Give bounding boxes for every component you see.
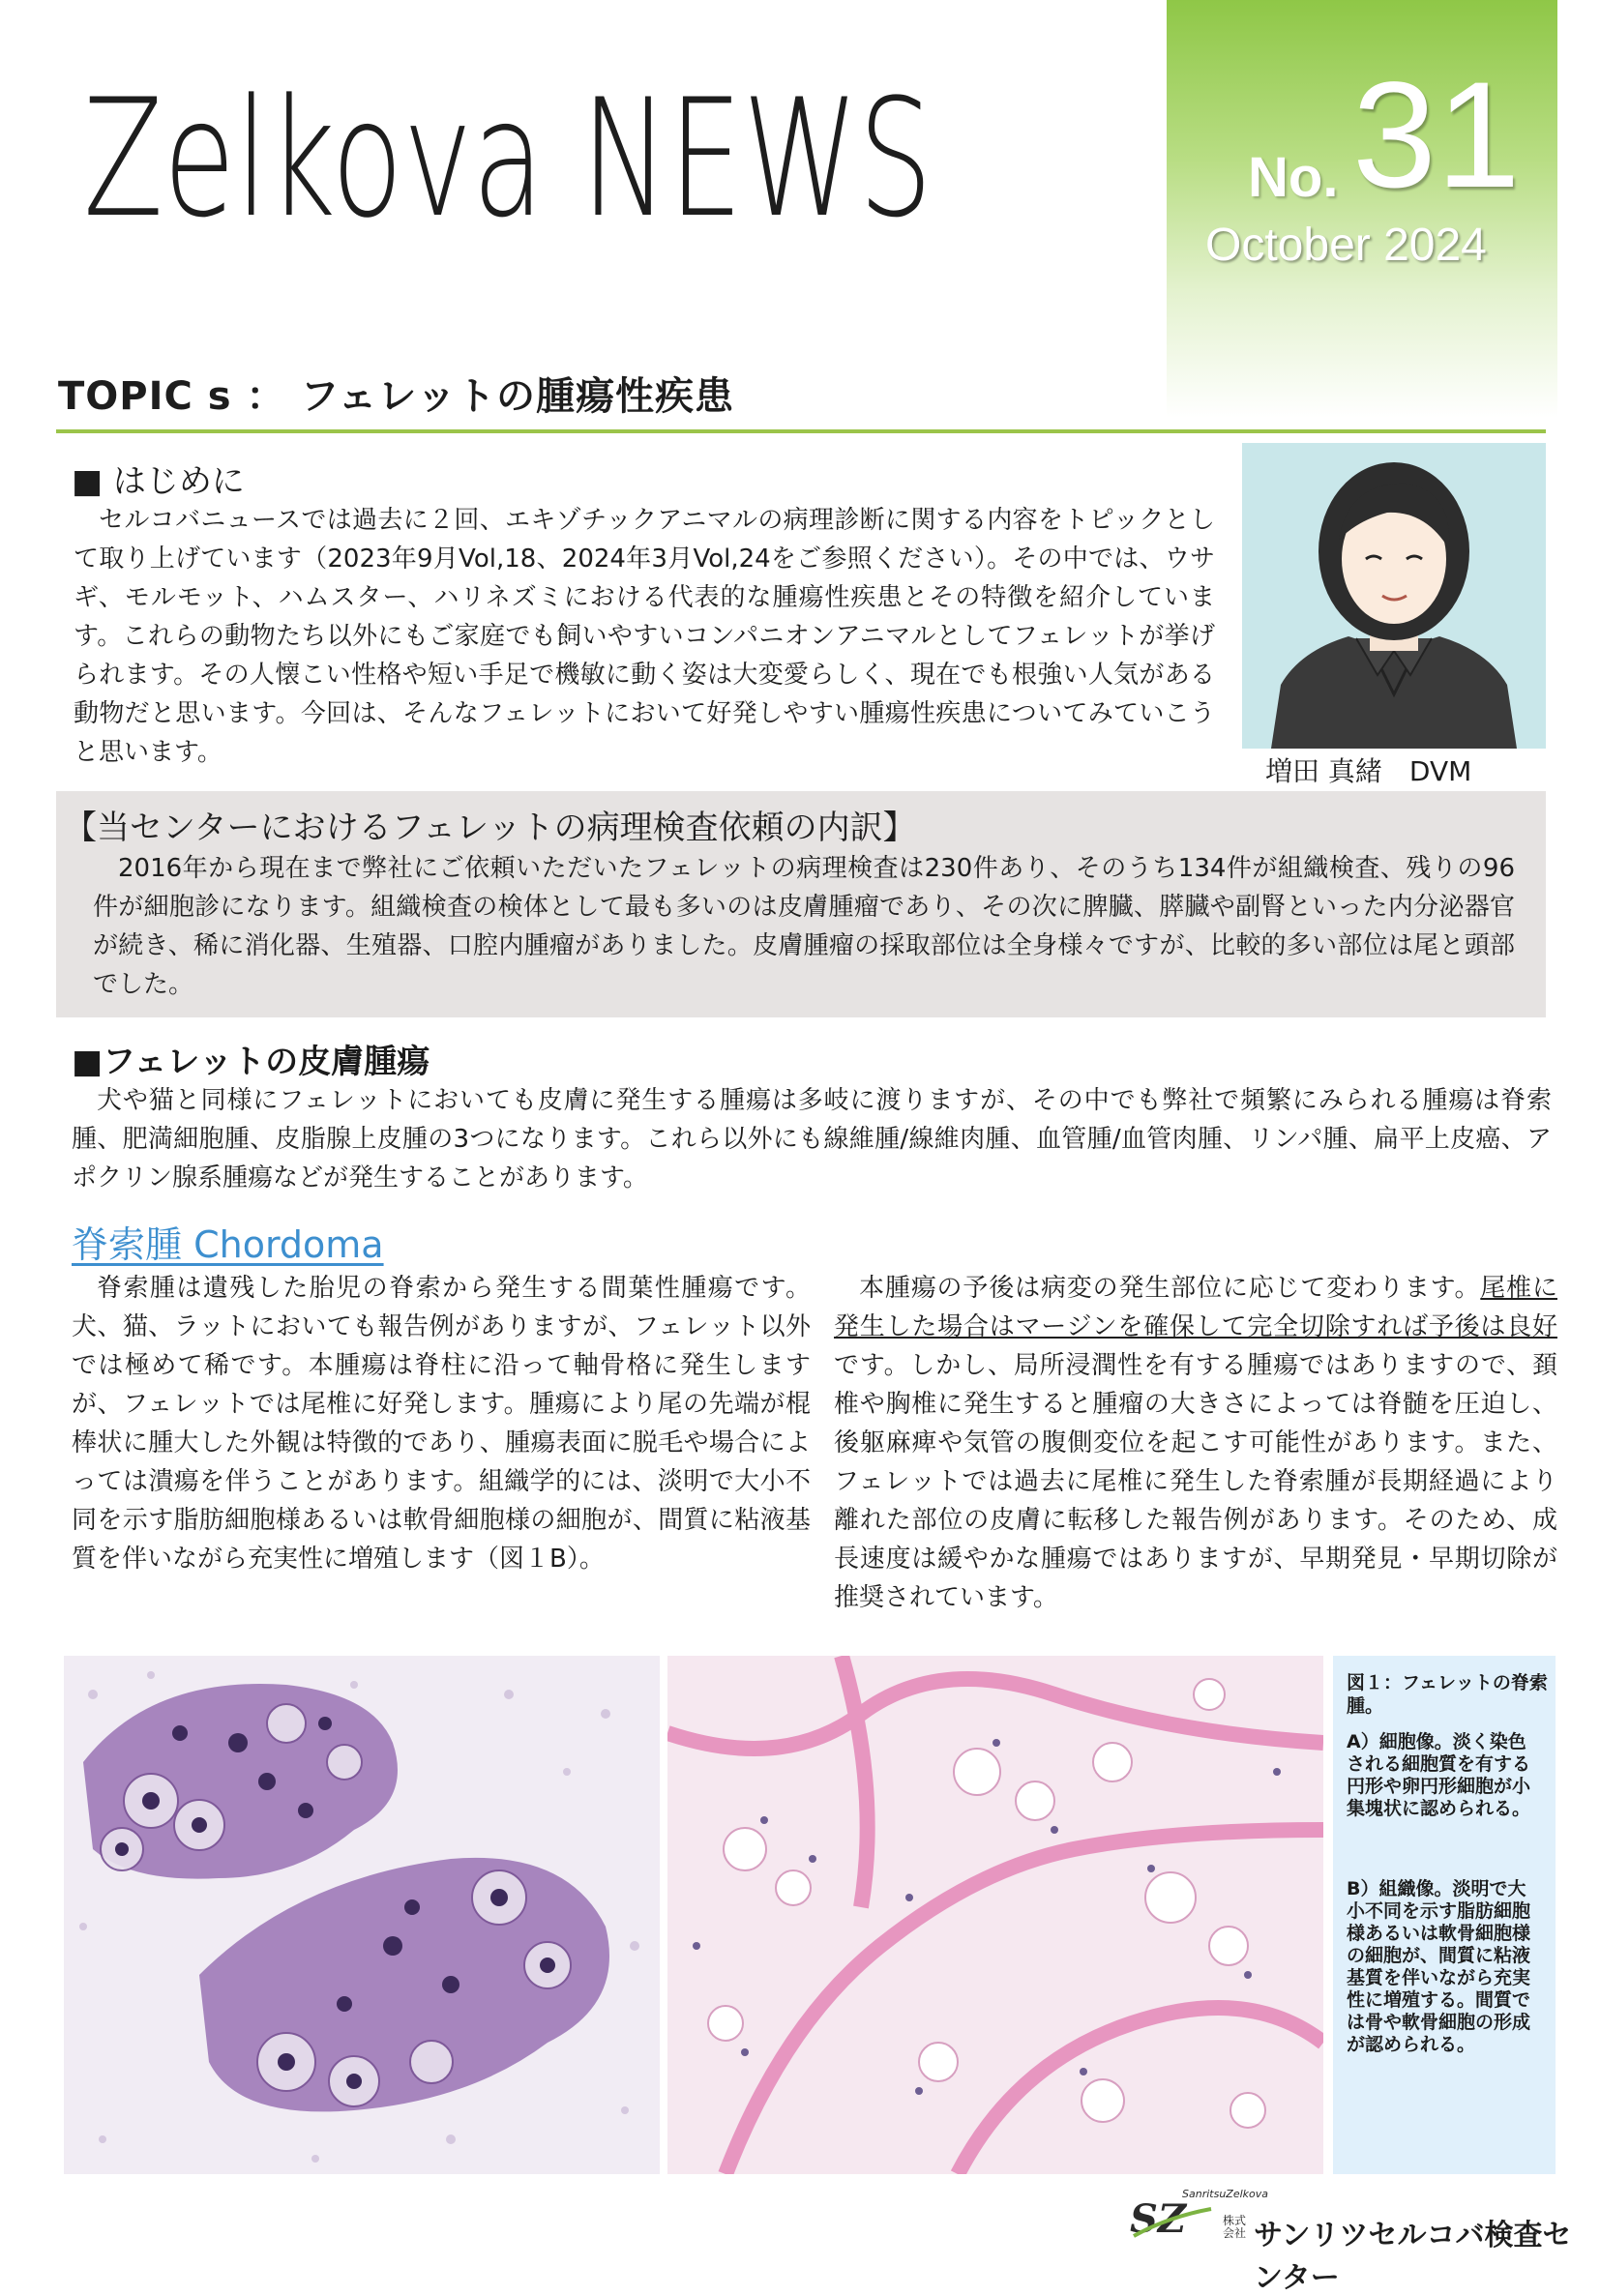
company-name: サンリツセルコバ検査センター bbox=[1254, 2219, 1572, 2295]
intro-body: セルコバニュースでは過去に２回、エキゾチックアニマルの病理診断に関する内容をトピックとして取り上げています（2023年9月Vol,18、2024年3月Vol,24をご参照ください）。その中では、ウサギ、モルモット、ハムスター、ハリネズミにおける代表的な腫瘍性疾患とその特徴を紹介しています。これらの動物たち以外にもご家庭でも飼いやすいコンパニオンアニマルとしてフェレットが挙げられます。その人懐こい性格や短い手足で機敏に動く姿は大変愛らしく、現在でも根強い人気がある動物だと思います。今回は、そんなフェレットにおいて好発しやすい腫瘍性疾患についてみていこうと思います。 bbox=[74, 506, 1215, 767]
summary-body: 2016年から現在まで弊社にご依頼いただいたフェレットの病理検査は230件あり、そのうち134件が組織検査、残りの96件が細胞診になります。組織検査の検体として最も多いのは皮膚腫瘤であり、その次に脾臓、膵臓や副腎といった内分泌器官が続き、稀に消化器、生殖器、口腔内腫瘤がありました。皮膚腫瘤の採取部位は全身様々ですが、比較的多い部位は尾と頭部でした。 bbox=[93, 854, 1515, 999]
figure-caption-title: 図１：フェレットの脊索腫。 bbox=[1347, 1672, 1548, 1717]
svg-text:SZ: SZ bbox=[1130, 2196, 1187, 2242]
prognosis-lead: 本腫瘍の予後は病変の発生部位に応じて変わります。 bbox=[859, 1274, 1481, 1303]
prognosis-highlight: 尾椎に発生した場合はマージンを確保して完全切除すれば予後は良好 bbox=[834, 1274, 1557, 1341]
issue-date: October 2024 bbox=[1205, 220, 1487, 271]
cytology-image bbox=[64, 1656, 660, 2174]
chordoma-left-column: 脊索腫は遺残した胎児の脊索から発生する間葉性腫瘍です。犬、猫、ラットにおいても報告例がありますが、フェレット以外では極めて稀です。本腫瘍は脊柱に沿って軸骨格に発生しますが、フェレットでは尾椎に好発します。腫瘍により尾の先端が棍棒状に腫大した外観は特徴的であり、腫瘍表面に脱毛や場合によっては潰瘍を伴うことがあります。組織学的には、淡明で大小不同を示す脂肪細胞様あるいは軟骨細胞様の細胞が、間質に粘液基質を伴いながら充実性に増殖します（図１B）。 bbox=[72, 1274, 811, 1574]
company-brand-small: SanritsuZelkova bbox=[1182, 2188, 1268, 2200]
skin-tumor-heading: ■フェレットの皮膚腫瘍 bbox=[72, 1043, 430, 1081]
topic-title: TOPIC s ： フェレットの腫瘍性疾患 bbox=[58, 374, 735, 419]
figure-caption-a: A）細胞像。淡く染色される細胞質を有する円形や卵円形細胞が小集塊状に認められる。 bbox=[1347, 1731, 1531, 1819]
chordoma-right-column bbox=[834, 1269, 1557, 1617]
histology-image bbox=[667, 1656, 1323, 2174]
cytology-illustration bbox=[64, 1656, 660, 2174]
intro-heading: ■ はじめに bbox=[72, 462, 245, 501]
issue-no-label: No. bbox=[1248, 146, 1339, 209]
masthead-title: Zelkova NEWS bbox=[83, 64, 933, 253]
summary-heading: 【当センターにおけるフェレットの病理検査依頼の内訳】 bbox=[64, 809, 916, 847]
chordoma-title: 脊索腫 Chordoma bbox=[72, 1223, 384, 1266]
author-portrait bbox=[1242, 443, 1546, 749]
author-caption: 増田 真緒 DVM bbox=[1265, 755, 1472, 787]
skin-tumor-body: 犬や猫と同様にフェレットにおいても皮膚に発生する腫瘍は多岐に渡りますが、その中でも弊社で頻繁にみられる腫瘍は脊索腫、肥満細胞腫、皮脂腺上皮腫の3つになります。これら以外にも線維腫/線維肉腫、血管腫/血管肉腫、リンパ腫、扁平上皮癌、アポクリン腺系腫瘍などが発生することがあります。 bbox=[72, 1086, 1552, 1192]
figure-caption-b: B）組織像。淡明で大小不同を示す脂肪細胞様あるいは軟骨細胞様の細胞が、間質に粘液基質を伴いながら充実性に増殖する。間質では骨や軟骨細胞の形成が認められる。 bbox=[1347, 1878, 1531, 2055]
author-illustration bbox=[1242, 443, 1546, 749]
company-type-label: 株式会社 bbox=[1223, 2214, 1247, 2240]
topic-divider bbox=[56, 429, 1546, 433]
issue-number: 31 bbox=[1352, 51, 1521, 220]
histology-illustration bbox=[667, 1656, 1323, 2174]
prognosis-rest: です。しかし、局所浸潤性を有する腫瘍ではありますので、頚椎や胸椎に発生すると腫瘤の大きさによっては脊髄を圧迫し、後躯麻痺や気管の腹側変位を起こす可能性があります。また、フェレットでは過去に尾椎に発生した脊索腫が長期経過により離れた部位の皮膚に転移した報告例があります。そのため、成長速度は緩やかな腫瘍ではありますが、早期発見・早期切除が推奨されています。 bbox=[834, 1351, 1557, 1612]
